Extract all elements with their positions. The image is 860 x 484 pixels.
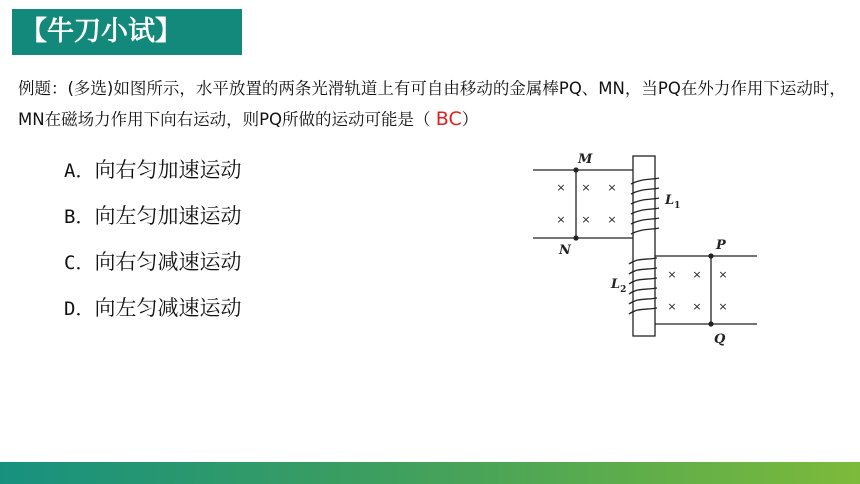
field-cross: × (718, 268, 728, 281)
option-a-text: 向右匀加速运动 (94, 158, 242, 182)
field-cross: × (556, 213, 566, 226)
junction-m (573, 167, 578, 172)
question-close: ） (461, 110, 479, 129)
field-cross: × (607, 213, 617, 226)
question-stem: 例题：(多选)如图所示，水平放置的两条光滑轨道上有可自由移动的金属棒PQ、MN，当PQ在外力作用下运动时，MN在磁场力作用下向右运动，则PQ所做的运动可能是（ (18, 79, 846, 129)
label-m: M (578, 152, 593, 167)
label-l2: $L_2$ (611, 277, 627, 295)
option-b-letter: B． (64, 206, 95, 228)
label-q: Q (714, 332, 726, 347)
option-c-text: 向右匀减速运动 (94, 250, 242, 274)
option-c-letter: C． (64, 252, 95, 274)
field-cross: × (581, 213, 591, 226)
option-a (64, 148, 241, 194)
circuit-diagram (525, 148, 765, 348)
field-cross: × (581, 181, 591, 194)
option-b-text: 向左匀加速运动 (94, 204, 242, 228)
answer-text: BC (435, 108, 462, 130)
option-d-letter: D． (64, 298, 95, 320)
label-n: N (559, 243, 571, 258)
label-l1: $L_1$ (665, 193, 681, 211)
field-cross: × (718, 300, 728, 313)
field-cross: × (556, 181, 566, 194)
field-cross: × (692, 268, 702, 281)
option-d (64, 286, 241, 332)
question-text (18, 74, 853, 135)
option-b (64, 194, 241, 240)
option-a-letter: A． (64, 160, 95, 182)
junction-p (708, 253, 713, 258)
section-title: 【牛刀小试】 (12, 9, 242, 55)
option-d-text: 向左匀减速运动 (94, 296, 242, 320)
field-cross: × (667, 300, 677, 313)
options-list (64, 148, 241, 332)
option-c (64, 240, 241, 286)
field-cross: × (667, 268, 677, 281)
field-cross: × (607, 181, 617, 194)
field-cross: × (692, 300, 702, 313)
bottom-decor-bar (0, 462, 860, 484)
label-p: P (716, 238, 726, 253)
junction-n (573, 235, 578, 240)
junction-q (708, 321, 713, 326)
